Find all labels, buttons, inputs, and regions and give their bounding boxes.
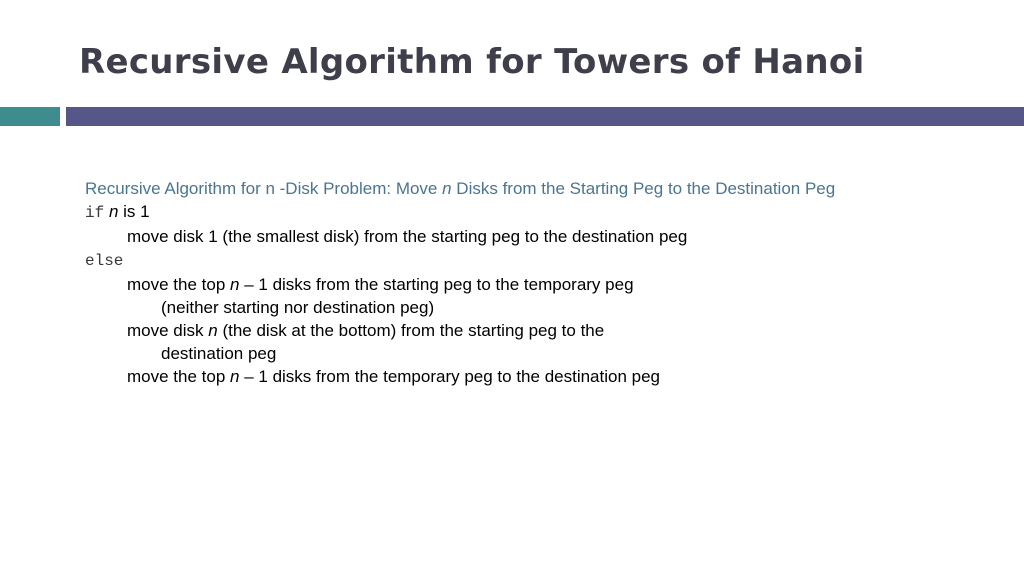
if-line: if n is 1	[85, 202, 150, 222]
recursive-step-3: move the top n – 1 disks from the temporary peg to the destination peg	[127, 367, 661, 386]
else-line	[85, 248, 985, 273]
accent-bar-left	[0, 107, 60, 126]
recursive-step-1-continuation: (neither starting nor destination peg)	[161, 298, 435, 317]
recursive-step-2-continuation: destination peg	[161, 344, 277, 363]
accent-bar-right	[66, 107, 1024, 126]
recursive-step-1: move the top n – 1 disks from the starting peg to the temporary peg	[127, 275, 634, 294]
base-case-step: move disk 1 (the smallest disk) from the starting peg to the destination peg	[127, 227, 688, 246]
else-keyword: else	[85, 252, 124, 270]
recursive-step-2: move disk n (the disk at the bottom) from the starting peg to the	[127, 321, 605, 340]
algorithm-heading: Recursive Algorithm for n -Disk Problem: Move n Disks from the Starting Peg to the Destination Peg	[85, 179, 836, 198]
if-keyword: if	[85, 204, 105, 222]
algorithm-content	[85, 177, 985, 388]
slide-title: Recursive Algorithm for Towers of Hanoi	[79, 42, 865, 82]
